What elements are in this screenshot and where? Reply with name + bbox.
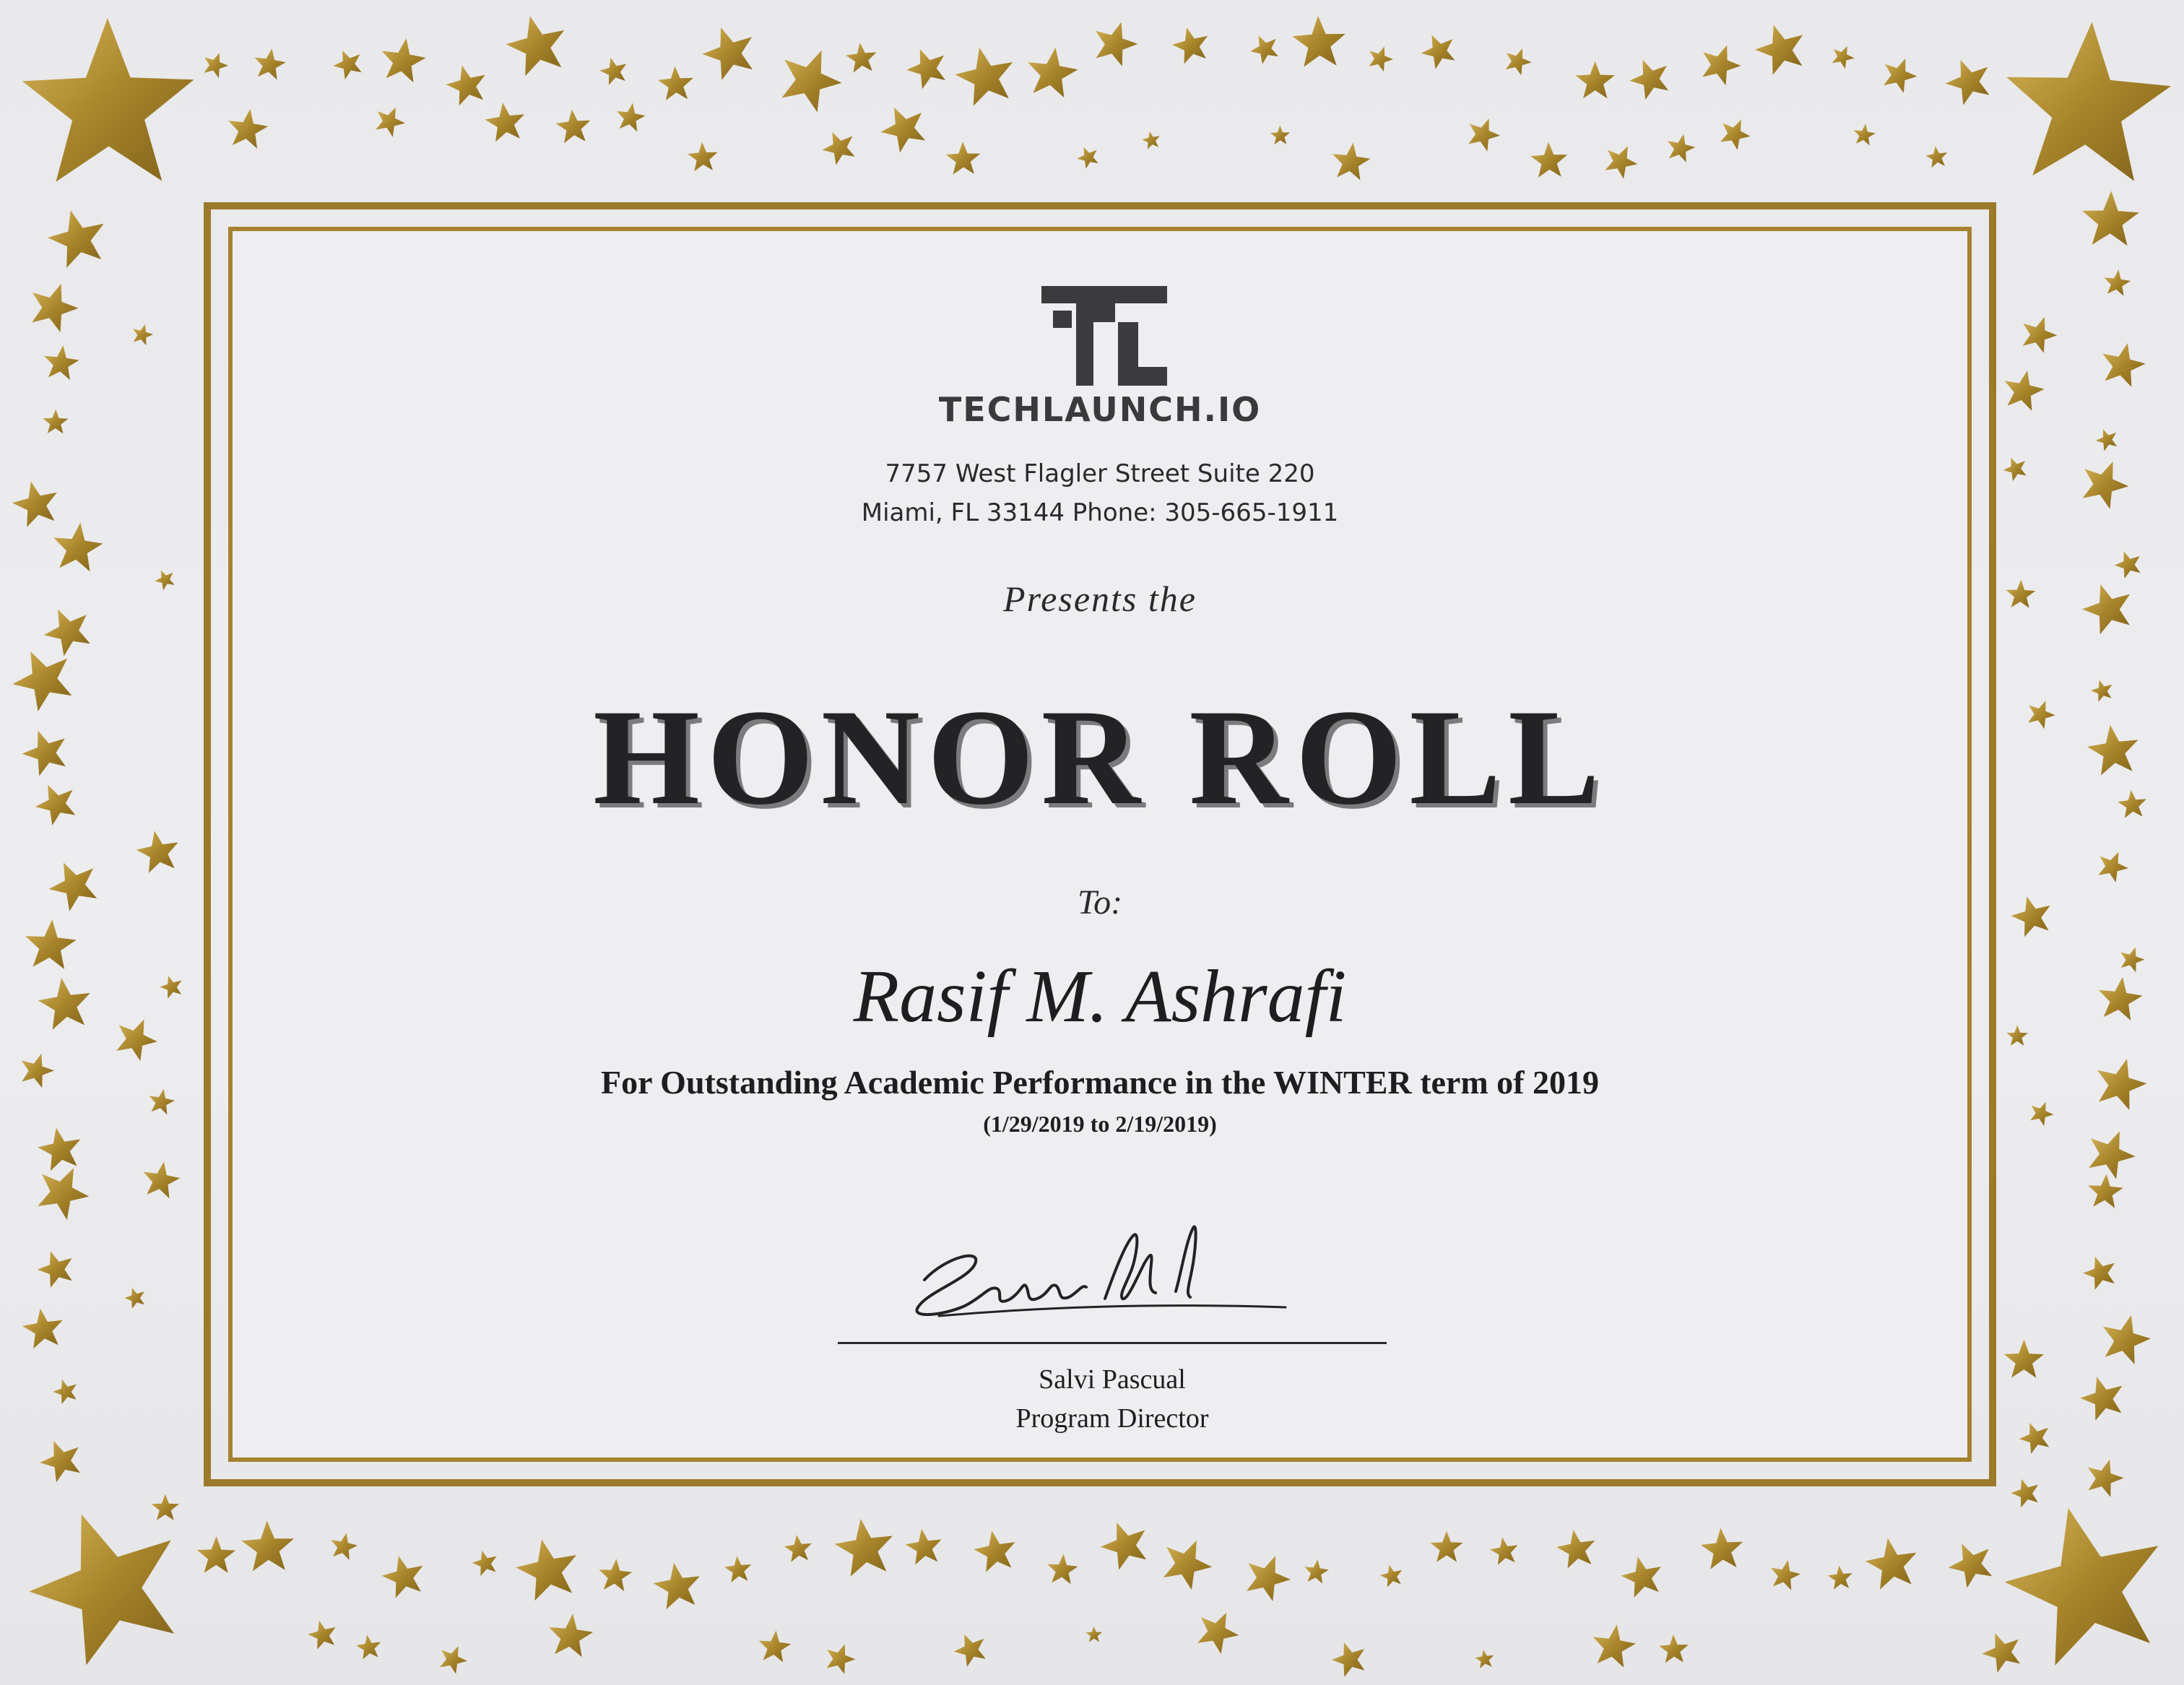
gold-star-icon [906, 1529, 942, 1565]
gold-star-icon [2082, 191, 2139, 246]
gold-star-icon [1047, 1554, 1078, 1585]
gold-star-icon [155, 571, 174, 591]
gold-star-icon [228, 109, 268, 149]
gold-star-icon [2089, 1131, 2136, 1179]
gold-star-icon [1270, 126, 1290, 144]
gold-star-icon [2011, 896, 2050, 937]
gold-star-icon [974, 1530, 1015, 1572]
gold-star-icon [44, 345, 79, 380]
gold-star-icon [382, 1556, 423, 1598]
gold-star-icon [702, 27, 753, 80]
gold-star-icon [617, 103, 646, 132]
gold-star-icon [1925, 146, 1947, 168]
gold-star-icon [446, 66, 485, 106]
gold-star-icon [2118, 790, 2146, 818]
signature-line [838, 1342, 1387, 1344]
gold-star-icon [472, 1551, 497, 1576]
gold-star-icon [846, 43, 877, 73]
gold-star-icon [556, 109, 591, 143]
gold-star-icon [759, 1631, 792, 1663]
signer-name: Salvi Pascual [1039, 1364, 1186, 1395]
gold-star-icon [955, 48, 1013, 106]
gold-star-icon [2115, 551, 2141, 579]
gold-star-icon [2004, 1508, 2158, 1665]
gold-star-icon [2104, 269, 2131, 295]
brand-name: TECHLAUNCH.IO [938, 390, 1262, 429]
gold-star-icon [2006, 580, 2036, 608]
gold-star-icon [906, 49, 945, 90]
gold-star-icon [822, 132, 854, 165]
gold-star-icon [1949, 1543, 1993, 1587]
gold-star-icon [1755, 25, 1803, 75]
gold-star-icon [144, 1162, 181, 1199]
gold-star-icon [1720, 120, 1751, 150]
gold-star-icon [2096, 429, 2118, 451]
gold-star-icon [124, 1288, 144, 1309]
gold-star-icon [1468, 118, 1500, 151]
gold-star-icon [2011, 1479, 2038, 1508]
address-line-2: Miami, FL 33144 Phone: 305-665-1911 [861, 498, 1339, 527]
gold-star-icon [1832, 46, 1855, 69]
gold-star-icon [1701, 1528, 1743, 1569]
gold-star-icon [1490, 1538, 1517, 1565]
award-reason: For Outstanding Academic Performance in the WINTER term of 2019 [601, 1064, 1599, 1101]
gold-star-icon [1369, 46, 1393, 72]
gold-star-icon [204, 53, 229, 78]
gold-star-icon [1659, 1634, 1689, 1663]
gold-star-icon [1621, 1556, 1662, 1598]
gold-star-icon [599, 58, 626, 85]
gold-star-icon [49, 862, 98, 911]
gold-star-icon [1101, 1522, 1146, 1570]
gold-star-icon [53, 1379, 77, 1404]
gold-star-icon [2097, 1059, 2147, 1110]
gold-star-icon [1702, 46, 1741, 86]
gold-star-icon [516, 1539, 576, 1600]
gold-star-icon [1172, 27, 1208, 64]
gold-star-icon [1250, 35, 1278, 64]
gold-star-icon [1771, 1560, 1800, 1590]
gold-star-icon [29, 1515, 174, 1665]
gold-star-icon [1475, 1650, 1494, 1668]
gold-star-icon [2099, 977, 2143, 1021]
gold-star-icon [136, 831, 178, 872]
gold-star-icon [2023, 317, 2058, 353]
gold-star-icon [44, 610, 90, 657]
gold-star-icon [308, 1621, 336, 1650]
gold-star-icon [160, 976, 181, 999]
gold-star-icon [2005, 371, 2045, 411]
techlaunch-logo-icon [1037, 282, 1171, 390]
gold-star-icon [2030, 1102, 2053, 1126]
gold-star-icon [784, 1535, 812, 1562]
gold-star-icon [43, 410, 68, 434]
gold-star-icon [40, 1441, 80, 1483]
gold-star-icon [197, 1536, 235, 1573]
gold-star-icon [22, 730, 66, 776]
signer-title: Program Director [1015, 1403, 1209, 1434]
address-line-1: 7757 West Flagler Street Suite 220 [885, 459, 1315, 488]
gold-star-icon [2091, 680, 2112, 702]
gold-star-icon [880, 108, 925, 152]
gold-star-icon [1854, 124, 1876, 145]
gold-star-icon [1304, 1559, 1329, 1583]
gold-star-icon [688, 142, 718, 171]
gold-star-icon [2120, 947, 2144, 972]
gold-star-icon [506, 16, 564, 76]
gold-star-icon [1946, 60, 1990, 105]
gold-star-icon [48, 210, 104, 268]
gold-star-icon [1380, 1565, 1402, 1587]
gold-star-icon [1593, 1624, 1636, 1667]
gold-star-icon [2087, 725, 2138, 776]
gold-star-icon [1421, 35, 1455, 69]
gold-star-icon [1332, 1642, 1365, 1677]
gold-star-icon [2083, 1257, 2115, 1290]
gold-star-icon [1982, 1633, 2020, 1673]
gold-star-icon [1086, 1626, 1102, 1642]
gold-star-icon [1028, 48, 1078, 98]
gold-star-icon [1506, 48, 1532, 75]
gold-star-icon [2088, 1174, 2123, 1208]
gold-star-icon [38, 1127, 80, 1171]
gold-star-icon [22, 1054, 54, 1088]
gold-star-icon [2004, 1340, 2044, 1378]
gold-star-icon [2003, 458, 2027, 482]
gold-star-icon [485, 103, 524, 142]
gold-star-icon [38, 1168, 89, 1220]
gold-star-icon [1431, 1531, 1463, 1562]
gold-star-icon [1530, 142, 1567, 178]
gold-star-icon [1077, 147, 1098, 169]
gold-star-icon [2102, 343, 2146, 387]
gold-star-icon [2098, 852, 2128, 883]
gold-star-icon [2103, 1315, 2151, 1364]
gold-star-icon [1866, 1538, 1917, 1590]
gold-star-icon [2006, 1025, 2028, 1046]
gold-star-icon [1556, 1530, 1595, 1569]
award-title: HONOR ROLL [593, 682, 1607, 833]
gold-star-icon [1096, 22, 1138, 66]
gold-star-icon [2019, 1423, 2050, 1454]
gold-star-icon [1292, 16, 1346, 67]
handwritten-signature [896, 1213, 1300, 1329]
gold-star-icon [12, 651, 72, 711]
recipient-name: Rasif M. Ashrafi [853, 955, 1347, 1038]
gold-star-icon [599, 1559, 632, 1591]
gold-star-icon [1247, 1556, 1291, 1601]
gold-star-icon [2006, 22, 2171, 181]
gold-star-icon [2028, 701, 2055, 729]
gold-star-icon [38, 1251, 72, 1288]
gold-star-icon [22, 1309, 63, 1349]
gold-star-icon [2083, 462, 2129, 509]
gold-star-icon [376, 108, 405, 137]
gold-star-icon [116, 1019, 157, 1061]
gold-star-icon [1576, 61, 1615, 99]
gold-star-icon [440, 1646, 467, 1674]
gold-star-icon [25, 919, 77, 969]
gold-star-icon [549, 1613, 593, 1657]
gold-star-icon [1884, 59, 1917, 93]
gold-star-icon [255, 48, 286, 79]
gold-star-icon [382, 38, 426, 82]
gold-star-icon [654, 1563, 701, 1609]
gold-star-icon [946, 142, 980, 175]
gold-star-icon [835, 1519, 893, 1577]
gold-star-icon [38, 978, 90, 1030]
gold-star-icon [53, 523, 103, 572]
gold-star-icon [333, 51, 362, 79]
gold-star-icon [2088, 1460, 2124, 1497]
gold-star-icon [954, 1634, 986, 1667]
gold-star-icon [1606, 146, 1638, 178]
gold-star-icon [32, 284, 78, 332]
gold-star-icon [152, 1494, 179, 1520]
gold-star-icon [1629, 60, 1668, 100]
gold-star-icon [827, 1644, 856, 1674]
gold-star-icon [1828, 1566, 1852, 1590]
gold-star-icon [782, 51, 842, 113]
gold-star-icon [12, 482, 57, 527]
gold-star-icon [331, 1533, 358, 1561]
gold-star-icon [241, 1520, 294, 1571]
presents-text: Presents the [1003, 579, 1197, 619]
award-dates: (1/29/2019 to 2/19/2019) [983, 1111, 1217, 1137]
gold-star-icon [2080, 1377, 2122, 1421]
to-label: To: [1077, 883, 1123, 922]
gold-star-icon [1332, 143, 1370, 181]
gold-star-icon [1197, 1613, 1239, 1655]
gold-star-icon [724, 1556, 751, 1582]
gold-star-icon [1164, 1541, 1212, 1590]
gold-star-icon [150, 1089, 175, 1115]
gold-star-icon [1668, 134, 1695, 163]
gold-star-icon [133, 324, 153, 345]
gold-star-icon [35, 785, 76, 826]
gold-star-icon [356, 1635, 381, 1660]
gold-star-icon [1142, 131, 1160, 150]
gold-star-icon [2082, 584, 2130, 634]
gold-star-icon [658, 66, 693, 100]
gold-star-icon [22, 18, 194, 182]
